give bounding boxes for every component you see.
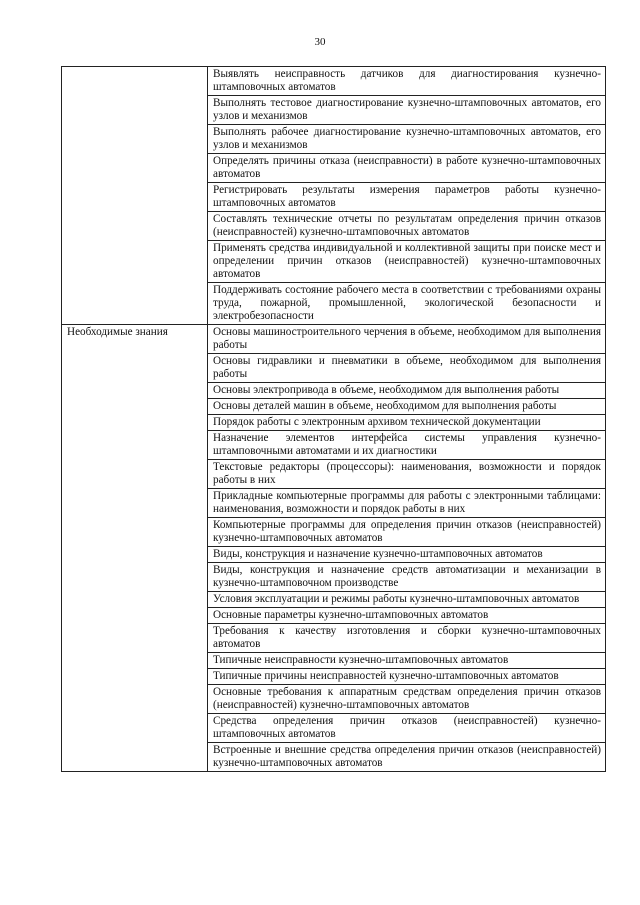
requirement-item: Встроенные и внешние средства определения причин отказов (неисправностей) кузнечно-штамповочных автоматов	[208, 743, 606, 772]
requirement-item: Назначение элементов интерфейса системы управления кузнечно-штамповочными автоматами и их диагностики	[208, 431, 606, 460]
requirement-item: Типичные причины неисправностей кузнечно-штамповочных автоматов	[208, 669, 606, 685]
requirement-item: Выявлять неисправность датчиков для диагностирования кузнечно-штамповочных автоматов	[208, 67, 606, 96]
requirement-item: Средства определения причин отказов (неисправностей) кузнечно-штамповочных автоматов	[208, 714, 606, 743]
requirement-item: Условия эксплуатации и режимы работы кузнечно-штамповочных автоматов	[208, 592, 606, 608]
requirement-item: Текстовые редакторы (процессоры): наименования, возможности и порядок работы в них	[208, 460, 606, 489]
requirement-item: Типичные неисправности кузнечно-штамповочных автоматов	[208, 653, 606, 669]
requirements-table	[61, 66, 606, 772]
requirement-item: Определять причины отказа (неисправности) в работе кузнечно-штамповочных автоматов	[208, 154, 606, 183]
requirement-item: Требования к качеству изготовления и сборки кузнечно-штамповочных автоматов	[208, 624, 606, 653]
requirement-item: Виды, конструкция и назначение средств автоматизации и механизации в кузнечно-штамповочном производстве	[208, 563, 606, 592]
table-row	[62, 325, 606, 354]
section-label-cell	[62, 67, 208, 325]
requirement-item: Виды, конструкция и назначение кузнечно-штамповочных автоматов	[208, 547, 606, 563]
requirement-item: Компьютерные программы для определения причин отказов (неисправностей) кузнечно-штамповочных автоматов	[208, 518, 606, 547]
requirement-item: Выполнять тестовое диагностирование кузнечно-штамповочных автоматов, его узлов и механизмов	[208, 96, 606, 125]
requirement-item: Основные требования к аппаратным средствам определения причин отказов (неисправностей) кузнечно-штамповочных автоматов	[208, 685, 606, 714]
requirement-item: Выполнять рабочее диагностирование кузнечно-штамповочных автоматов, его узлов и механизмов	[208, 125, 606, 154]
section-label-cell	[62, 325, 208, 772]
requirement-item: Поддерживать состояние рабочего места в соответствии с требованиями охраны труда, пожарной, промышленной, экологической безопасности и электробезопасности	[208, 283, 606, 325]
requirements-table-body	[62, 67, 606, 772]
requirement-item: Прикладные компьютерные программы для работы с электронными таблицами: наименования, возможности и порядок работы в них	[208, 489, 606, 518]
page-number: 30	[314, 36, 326, 48]
section-label: Необходимые знания	[67, 326, 168, 338]
requirement-item: Основные параметры кузнечно-штамповочных автоматов	[208, 608, 606, 624]
requirement-item: Порядок работы с электронным архивом технической документации	[208, 415, 606, 431]
requirement-item: Применять средства индивидуальной и коллективной защиты при поиске мест и определении причин отказов (неисправностей) кузнечно-штамповочных автоматов	[208, 241, 606, 283]
requirement-item: Регистрировать результаты измерения параметров работы кузнечно-штамповочных автоматов	[208, 183, 606, 212]
requirement-item: Основы электропривода в объеме, необходимом для выполнения работы	[208, 383, 606, 399]
requirement-item: Составлять технические отчеты по результатам определения причин отказов (неисправностей) кузнечно-штамповочных автоматов	[208, 212, 606, 241]
table-row	[62, 67, 606, 96]
requirement-item: Основы гидравлики и пневматики в объеме, необходимом для выполнения работы	[208, 354, 606, 383]
requirement-item: Основы машиностроительного черчения в объеме, необходимом для выполнения работы	[208, 325, 606, 354]
requirement-item: Основы деталей машин в объеме, необходимом для выполнения работы	[208, 399, 606, 415]
